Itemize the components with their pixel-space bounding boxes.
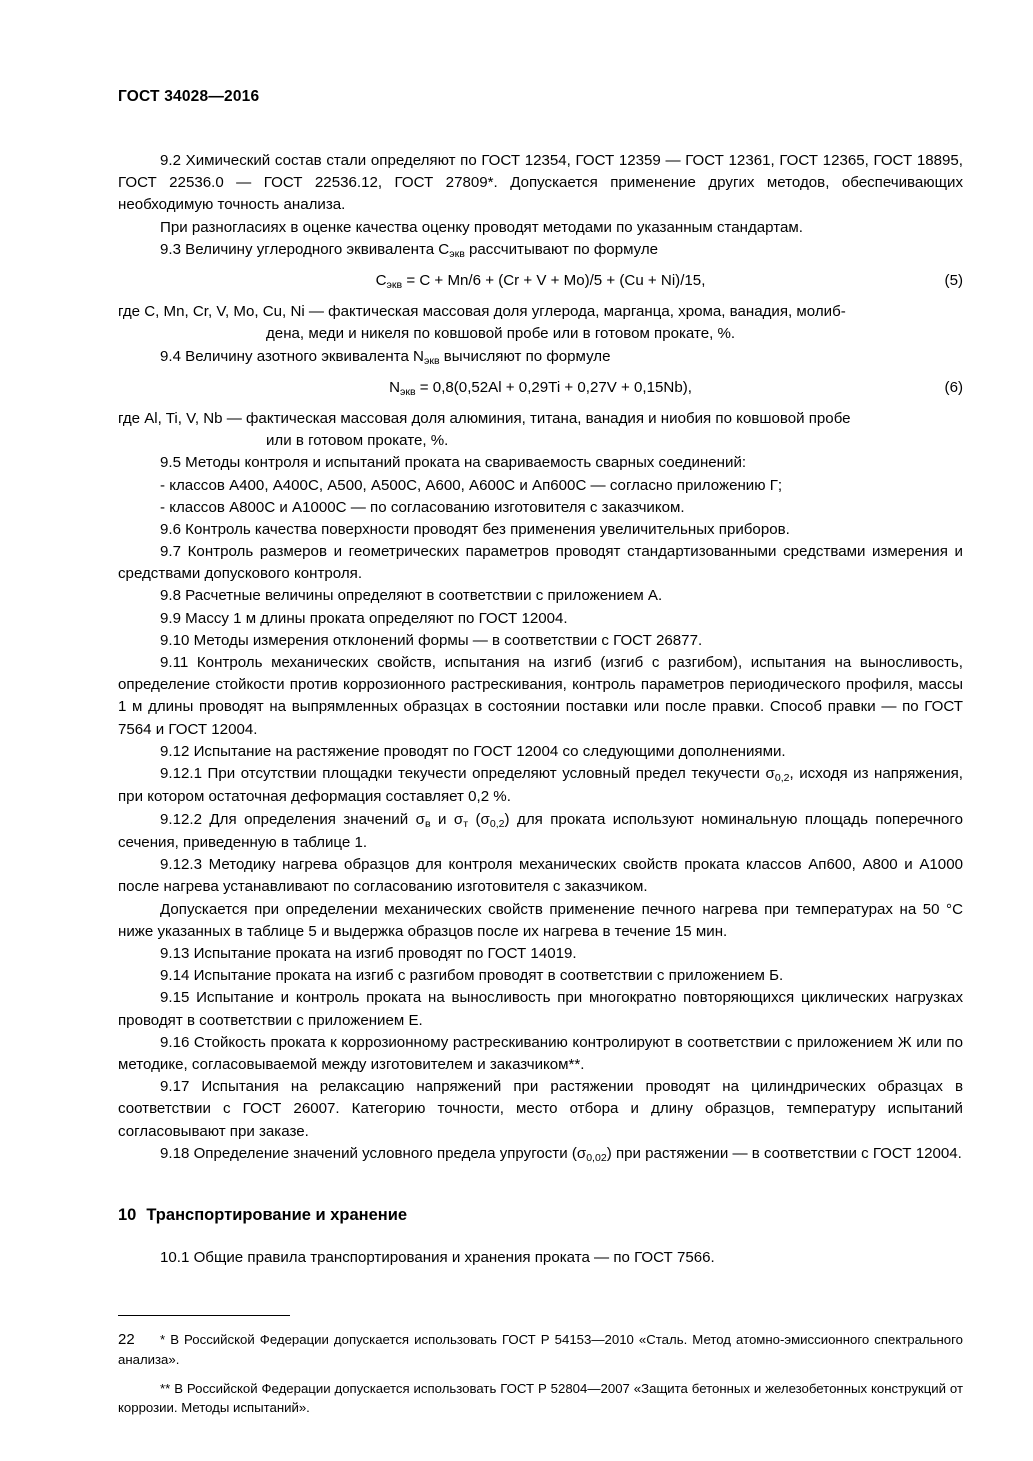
footnote-1	[118, 1330, 963, 1368]
formula-5-legend-cont: дена, меди и никеля по ковшовой пробе или в готовом прокате, %.	[266, 325, 736, 343]
paragraph-9-18-sub: 0,02	[586, 1151, 607, 1164]
paragraph-9-2b: При разногласиях в оценке качества оценку проводят методами по указанным стандартам.	[160, 218, 803, 236]
paragraph-9-10: 9.10 Методы измерения отклонений формы — в соответствии с ГОСТ 26877.	[160, 631, 703, 649]
paragraph-9-7: 9.7 Контроль размеров и геометрических параметров проводят стандартизованными средствами измерения и средствами допускового контроля.	[118, 543, 963, 583]
formula-6-sub: экв	[399, 385, 416, 398]
paragraph-10-1: 10.1 Общие правила транспортирования и хранения проката — по ГОСТ 7566.	[160, 1249, 715, 1267]
paragraph-9-18-b: ) при растяжении — в соответствии с ГОСТ 12004.	[606, 1144, 962, 1162]
paragraph-9-12-1-b: , исходя из напряжения, при котором остаточная деформация составляет 0,2 %.	[118, 764, 963, 806]
paragraph-9-11: 9.11 Контроль механических свойств, испытания на изгиб (изгиб с разгибом), испытания на выносливость, определение стойкости против коррозионного растрескивания, контроль параметров периодического профиля, массы 1 м длины проводят на выпрямленных образцах в состоянии поставки или после правки. Способ правки — по ГОСТ 7564 и ГОСТ 12004.	[118, 654, 963, 738]
paragraph-9-12-2-c: (σ	[468, 810, 490, 828]
paragraph-9-13: 9.13 Испытание проката на изгиб проводят по ГОСТ 14019.	[160, 945, 577, 963]
paragraph-9-5: 9.5 Методы контроля и испытаний проката на свариваемость сварных соединений:	[160, 454, 747, 472]
paragraph-9-8: 9.8 Расчетные величины определяют в соответствии с приложением А.	[160, 587, 663, 605]
page-number: 22	[118, 1331, 135, 1348]
paragraph-9-4-lead: 9.4 Величину азотного эквивалента N	[160, 347, 424, 365]
paragraph-9-18-a: 9.18 Определение значений условного предела упругости (σ	[160, 1144, 587, 1162]
formula-6-legend-cont: или в готовом прокате, %.	[266, 432, 449, 450]
formula-5-tail: = C + Mn/6 + (Cr + V + Mo)/5 + (Cu + Ni)/15,	[402, 272, 706, 290]
paragraph-9-2: 9.2 Химический состав стали определяют по ГОСТ 12354, ГОСТ 12359 — ГОСТ 12361, ГОСТ 12365, ГОСТ 18895, ГОСТ 22536.0 — ГОСТ 22536.12, ГОСТ 27809*. Допускается применение других методов, обеспечивающих необходимую точность анализа.	[118, 152, 963, 214]
paragraph-9-4-sub: экв	[423, 354, 440, 367]
formula-6	[118, 379, 963, 398]
paragraph-9-5-item-a: - классов А400, А400С, А500, А500С, А600, А600С и Ап600С — согласно приложению Г;	[160, 476, 783, 494]
formula-6-number: (6)	[944, 379, 963, 397]
footnote-2	[118, 1379, 963, 1417]
paragraph-9-12-2-sub-1: в	[424, 817, 431, 830]
formula-5-number: (5)	[944, 272, 963, 290]
paragraph-9-12-1	[118, 763, 963, 809]
formula-5-sub: экв	[386, 279, 403, 292]
paragraph-9-12-3b: Допускается при определении механических свойств применение печного нагрева при температурах на 50 °С ниже указанных в таблице 5 и выдержка образцов после их нагрева в течение 15 мин.	[118, 900, 963, 940]
formula-6-legend	[118, 408, 963, 452]
formula-5-legend	[118, 301, 963, 345]
paragraph-9-12-1-a: 9.12.1 При отсутствии площадки текучести определяют условный предел текучести σ	[160, 764, 775, 782]
paragraph-9-5-item-b: - классов А800С и А1000С — по согласованию изготовителя с заказчиком.	[160, 498, 685, 516]
paragraph-9-12: 9.12 Испытание на растяжение проводят по ГОСТ 12004 со следующими дополнениями.	[160, 742, 786, 760]
paragraph-9-3-lead: 9.3 Величину углеродного эквивалента C	[160, 240, 450, 258]
paragraph-9-12-2-d: ) для проката используют номинальную площадь поперечного сечения, приведенную в таблице 1.	[118, 810, 963, 852]
paragraph-9-3	[118, 239, 963, 262]
paragraph-9-6: 9.6 Контроль качества поверхности проводят без применения увеличительных приборов.	[160, 520, 790, 538]
formula-5	[118, 272, 963, 291]
paragraph-9-12-2-a: 9.12.2 Для определения значений σ	[160, 810, 425, 828]
paragraph-9-16: 9.16 Стойкость проката к коррозионному растрескиванию контролируют в соответствии с приложением Ж или по методике, согласовываемой между изготовителем и заказчиком**.	[118, 1033, 963, 1073]
paragraph-9-12-2-b: и σ	[430, 810, 464, 828]
paragraph-9-14: 9.14 Испытание проката на изгиб с разгибом проводят в соответствии с приложением Б.	[160, 967, 784, 985]
paragraph-9-12-2-sub-3: 0,2	[489, 817, 505, 830]
footnote-1-text: * В Российской Федерации допускается использовать ГОСТ Р 54153—2010 «Сталь. Метод атомно-эмиссионного спектрального анализа».	[118, 1332, 963, 1367]
paragraph-9-12-2	[118, 809, 963, 855]
page-content	[118, 88, 963, 1427]
document-header: ГОСТ 34028—2016	[118, 88, 260, 105]
section-10-heading	[118, 1206, 963, 1225]
paragraph-9-12-2-sub-2: т	[463, 817, 469, 830]
section-10-title: Транспортирование и хранение	[146, 1206, 408, 1225]
footnote-separator	[118, 1315, 290, 1316]
paragraph-9-4	[118, 346, 963, 369]
paragraph-9-3-sub: экв	[449, 247, 465, 260]
section-10-number: 10	[118, 1206, 137, 1225]
paragraph-9-17: 9.17 Испытания на релаксацию напряжений при растяжении проводят на цилиндрических образцах в соответствии с ГОСТ 26007. Категорию точности, место отбора и длину образцов, температуру испытаний согласовывают при заказе.	[118, 1078, 963, 1140]
formula-6-lead: N	[389, 379, 400, 397]
paragraph-9-15: 9.15 Испытание и контроль проката на выносливость при многократно повторяющихся циклических нагрузках проводят в соответствии с приложением Е.	[118, 989, 963, 1029]
formula-5-legend-lead: где C, Mn, Cr, V, Mo, Cu, Ni — фактическая массовая доля углерода, марганца, хрома, ванадия, молиб-	[118, 303, 846, 321]
paragraph-9-3-tail: рассчитывают по формуле	[464, 240, 659, 258]
paragraph-9-18	[118, 1143, 963, 1166]
paragraph-9-12-3: 9.12.3 Методику нагрева образцов для контроля механических свойств проката классов Ап600, А800 и А1000 после нагрева устанавливают по согласованию изготовителя с заказчиком.	[118, 856, 963, 896]
paragraph-9-12-1-sub: 0,2	[774, 771, 790, 784]
paragraph-9-4-tail: вычисляют по формуле	[439, 347, 611, 365]
formula-5-lead: C	[375, 272, 387, 290]
footnote-2-text: ** В Российской Федерации допускается использовать ГОСТ Р 52804—2007 «Защита бетонных и железобетонных конструкций от коррозии. Методы испытаний».	[118, 1380, 963, 1415]
paragraph-9-9: 9.9 Массу 1 м длины проката определяют по ГОСТ 12004.	[160, 609, 568, 627]
formula-6-tail: = 0,8(0,52Al + 0,29Ti + 0,27V + 0,15Nb),	[415, 379, 692, 397]
formula-6-legend-lead: где Al, Ti, V, Nb — фактическая массовая доля алюминия, титана, ванадия и ниобия по ковшовой пробе	[118, 409, 851, 427]
